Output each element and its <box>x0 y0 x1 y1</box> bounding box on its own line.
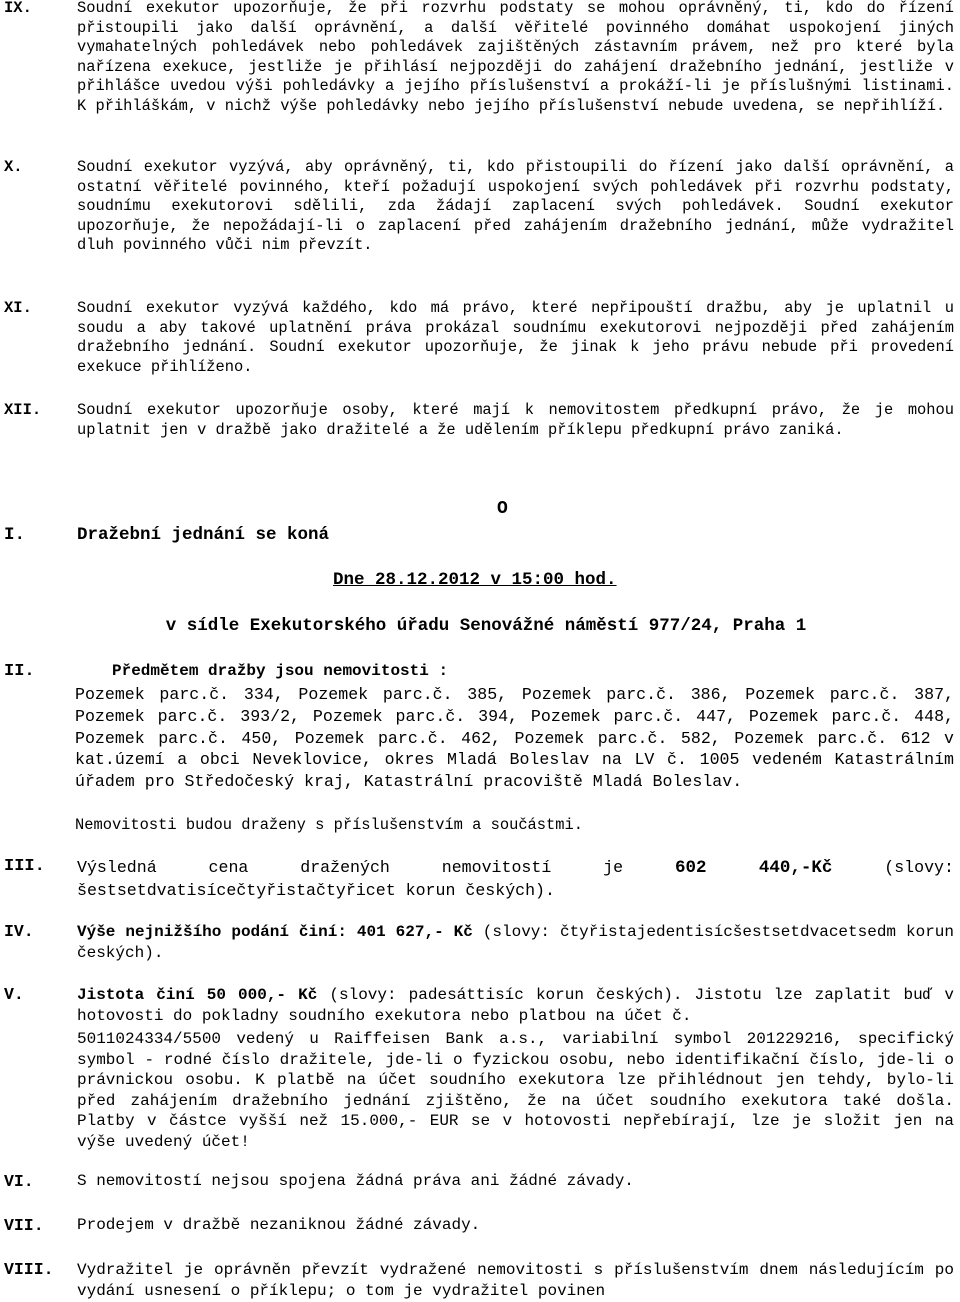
price-pre: Výsledná cena dražených nemovitostí je <box>77 858 624 877</box>
price-words: (slovy: šestsetdvatisícečtyřistačtyřicet korun českých). <box>77 858 954 900</box>
min-bid-amount: 401 627,- Kč <box>356 923 473 941</box>
deposit-heading: Jistota činí 50 000,- Kč <box>77 986 318 1004</box>
part-letter: O <box>497 499 508 519</box>
min-bid-words: (slovy: čtyřistajedentisícšestsetdvacetsedm korun českých). <box>77 923 954 962</box>
min-bid-heading: Výše nejnižšího podání činí: <box>77 923 347 941</box>
auction-date: Dne 28.12.2012 v 15:00 hod. <box>333 570 617 590</box>
property-list: Pozemek parc.č. 334, Pozemek parc.č. 385, Pozemek parc.č. 386, Pozemek parc.č. 387, Pozemek parc.č. 393/2, Pozemek parc.č. 394, Pozemek parc.č. 447, Pozemek parc.č. 448, Pozemek parc.č. 450, Pozemek parc.č. 462, Pozemek parc.č. 582, Pozemek parc.č. 612 v kat.území a obci Neveklovice, okres Mladá Boleslav na LV č. 1005 vedeném Katastrálním úřadem pro Středočeský kraj, Katastrální pracoviště Mladá Boleslav. <box>75 685 954 792</box>
defects-text: Prodejem v dražbě nezaniknou žádné závady. <box>77 1216 481 1234</box>
part-label: I. <box>4 525 26 545</box>
section-text: Soudní exekutor upozorňuje, že při rozvrhu podstaty se mohou oprávněný, ti, kdo do řízení přistoupili jako další oprávnění, a další věřitelé povinného domáhat uspokojení jiných vymahatelných pohledávek nebo pohledávek zajištěných zástavním právem, než pro které byla nařízena exekuce, jestliže je přihlásí nejpozději do zahájení dražebního jednání, jestliže v přihlášce uvedou výši pohledávky a jejího příslušenství a prokáží-li je příslušnými listinami. K přihláškám, v nichž výše pohledávky nebo jejího příslušenství nebude uvedena, se nepřihlíží. <box>77 0 954 115</box>
section-text: Soudní exekutor vyzývá každého, kdo má právo, které nepřipouští dražbu, aby je uplatnil u soudu a aby takové uplatnění práva prokázal soudnímu exekutorovi nejpozději před zahájením dražebního jednání. Soudní exekutor upozorňuje, že jinak k jeho právu nebude při provedení exekuce přihlíženo. <box>77 299 954 376</box>
item-number: V. <box>4 985 24 1004</box>
item-number: II. <box>4 662 35 681</box>
section-text: Soudní exekutor upozorňuje osoby, které mají k nemovitostem předkupní právo, že je mohou uplatnit jen v dražbě jako dražitelé a že udělením příklepu předkupní právo zaniká. <box>77 401 954 439</box>
deposit-text-1: (slovy: padesáttisíc korun českých). Jistotu lze zaplatit buď v hotovosti do pokladny soudního exekutora nebo platbou na účet č. <box>77 986 955 1025</box>
item-number: IV. <box>4 922 34 941</box>
min-bid-text <box>77 922 954 963</box>
item-number: VIII. <box>4 1260 54 1279</box>
section-number: IX. <box>4 0 32 17</box>
deposit-text <box>77 985 954 1026</box>
item-number: III. <box>4 857 45 876</box>
section-number: XI. <box>4 299 32 317</box>
rights-text: S nemovitostí nejsou spojena žádná práva ani žádné závady. <box>77 1172 634 1190</box>
takeover-text: Vydražitel je oprávněn převzít vydražené nemovitosti s příslušenstvím dnem následujícím po vydání usnesení o příklepu; o tom je vydražitel povinen <box>77 1261 954 1300</box>
auction-place: v sídle Exekutorského úřadu Senovážné náměstí 977/24, Praha 1 <box>165 616 807 636</box>
item-heading: Předmětem dražby jsou nemovitosti : <box>112 662 449 680</box>
price-amount: 602 440,-Kč <box>674 858 833 878</box>
section-text: Soudní exekutor vyzývá, aby oprávněný, ti, kdo přistoupili do řízení jako další oprávnění, a ostatní věřitelé povinného, kteří požadují uspokojení svých pohledávek při rozvrhu podstaty, soudnímu exekutorovi sdělili, zda žádají zaplacení svých pohledávek. Soudní exekutor upozorňuje, že nepožádají-li o zaplacení před zahájením dražebního jednání, může vydražitel dluh povinného vůči nim převzít. <box>77 158 954 255</box>
property-note: Nemovitosti budou draženy s příslušenstvím a součástmi. <box>75 816 583 834</box>
section-number: X. <box>4 158 23 176</box>
item-number: VII. <box>4 1216 44 1235</box>
deposit-account-text: 5011024334/5500 vedený u Raiffeisen Bank a.s., variabilní symbol 201229216, specifický symbol - rodné číslo dražitele, jde-li o fyzickou osobu, nebo identifikační číslo, jde-li o právnickou osobu. K platbě na účet soudního exekutora lze přihlédnout jen tehdy, bylo-li před zahájením dražebního jednání zjištěno, že na účet soudního exekutora také došla. Platby v částce vyšší než 15.000,- EUR se v hotovosti nepřebírají, lze je složit jen na výše uvedený účet! <box>77 1030 954 1151</box>
item-number: VI. <box>4 1172 34 1191</box>
section-number: XII. <box>4 401 42 419</box>
price-text <box>77 857 954 902</box>
auction-heading: Dražební jednání se koná <box>77 525 330 545</box>
